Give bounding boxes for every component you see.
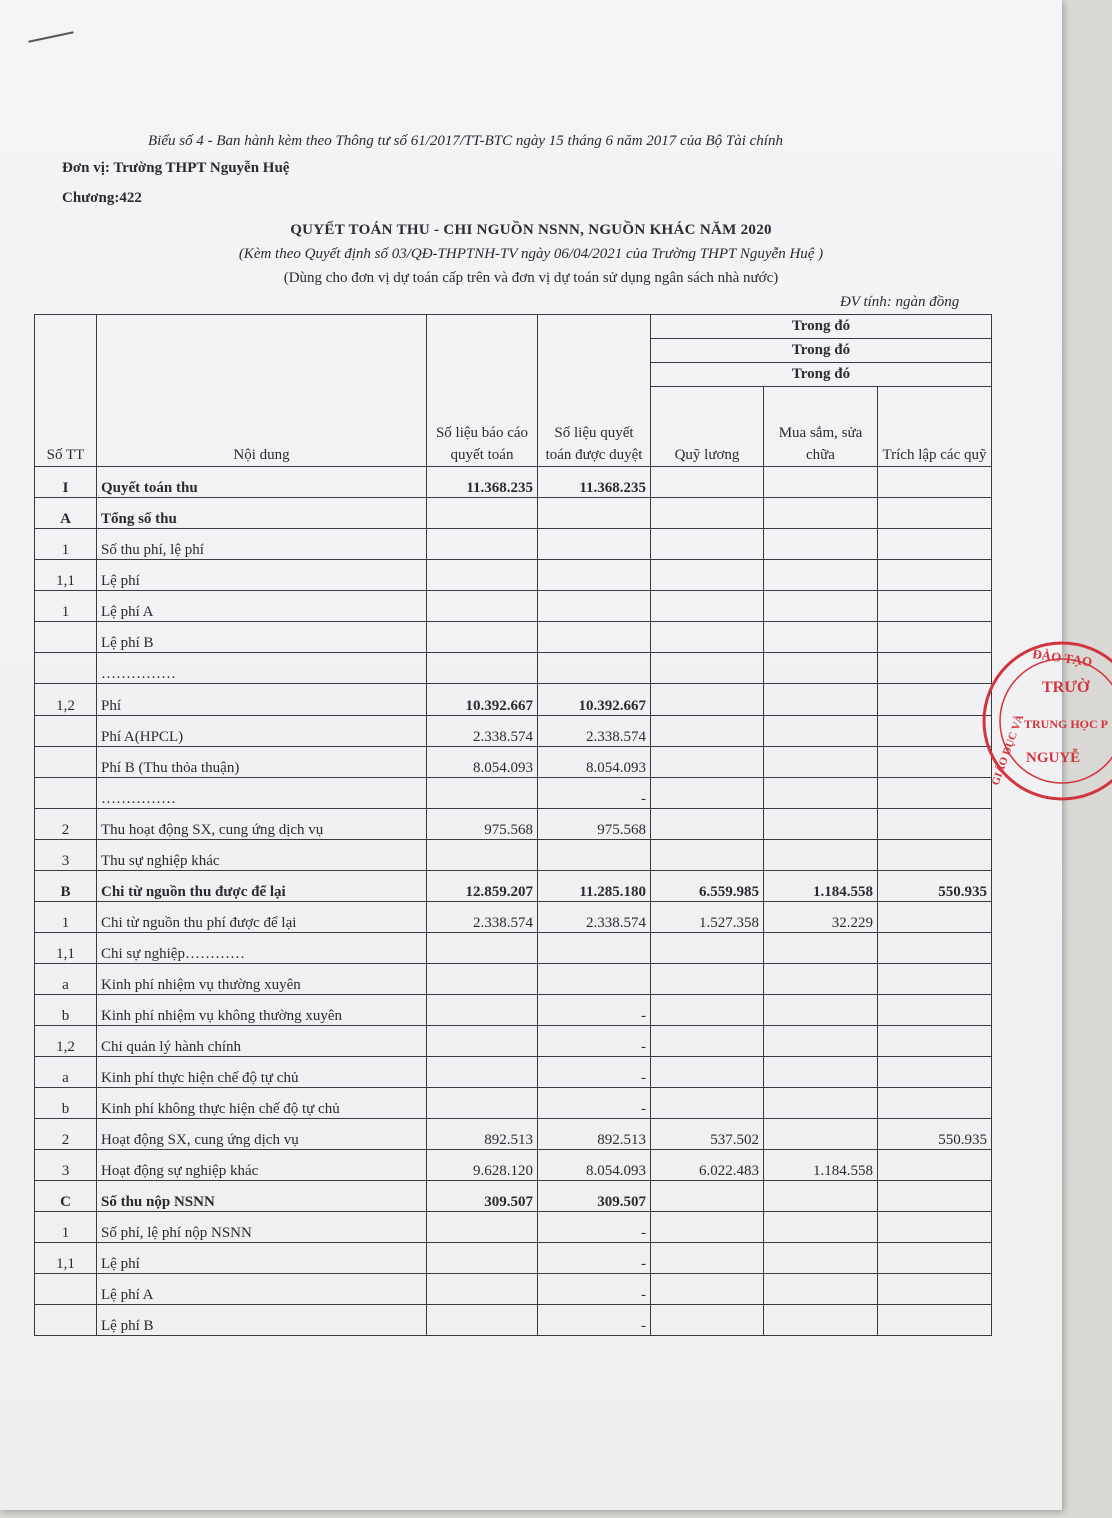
table-row bbox=[35, 1026, 992, 1057]
table-row bbox=[35, 747, 992, 778]
row-approved: 10.392.667 bbox=[538, 684, 651, 716]
row-funds bbox=[878, 684, 992, 716]
row-funds: 550.935 bbox=[878, 1119, 992, 1150]
row-content: Kinh phí nhiệm vụ không thường xuyên bbox=[97, 995, 427, 1026]
row-purchase: 1.184.558 bbox=[764, 871, 878, 902]
row-reported bbox=[427, 622, 538, 653]
row-stt: 3 bbox=[35, 840, 97, 871]
row-purchase bbox=[764, 840, 878, 871]
row-purchase bbox=[764, 1088, 878, 1119]
header-row-1 bbox=[35, 315, 992, 339]
row-stt bbox=[35, 716, 97, 747]
row-reported: 2.338.574 bbox=[427, 902, 538, 933]
row-funds bbox=[878, 622, 992, 653]
header-trong-do-1: Trong đó bbox=[651, 315, 992, 339]
chapter-code: Chương:422 bbox=[62, 190, 142, 206]
row-approved: - bbox=[538, 1274, 651, 1305]
table-row bbox=[35, 964, 992, 995]
header-content: Nội dung bbox=[97, 315, 427, 467]
row-purchase: 32.229 bbox=[764, 902, 878, 933]
table-row bbox=[35, 467, 992, 498]
table-row bbox=[35, 1150, 992, 1181]
row-funds bbox=[878, 1274, 992, 1305]
row-content: Lệ phí A bbox=[97, 1274, 427, 1305]
row-salary bbox=[651, 1243, 764, 1274]
table-row bbox=[35, 684, 992, 716]
row-purchase bbox=[764, 498, 878, 529]
row-approved: - bbox=[538, 1057, 651, 1088]
row-content: Chi sự nghiệp………… bbox=[97, 933, 427, 964]
row-stt: C bbox=[35, 1181, 97, 1212]
currency-unit: ĐV tính: ngàn đồng bbox=[840, 294, 960, 310]
header-salary: Quỹ lương bbox=[651, 387, 764, 467]
row-content: Quyết toán thu bbox=[97, 467, 427, 498]
row-stt bbox=[35, 1305, 97, 1336]
red-seal-stamp bbox=[982, 636, 1112, 806]
row-content: Hoạt động SX, cung ứng dịch vụ bbox=[97, 1119, 427, 1150]
row-funds bbox=[878, 653, 992, 684]
row-content: Kinh phí thực hiện chế độ tự chủ bbox=[97, 1057, 427, 1088]
row-content: …………… bbox=[97, 778, 427, 809]
table-row bbox=[35, 1305, 992, 1336]
row-stt: 1,1 bbox=[35, 1243, 97, 1274]
row-approved: 11.285.180 bbox=[538, 871, 651, 902]
row-purchase bbox=[764, 1243, 878, 1274]
row-approved: 2.338.574 bbox=[538, 902, 651, 933]
header-reported: Số liệu báo cáo quyết toán bbox=[427, 315, 538, 467]
table-row bbox=[35, 778, 992, 809]
row-funds bbox=[878, 1088, 992, 1119]
row-purchase bbox=[764, 1119, 878, 1150]
table-row bbox=[35, 591, 992, 622]
stamp-text-side: GIÁO DỤC VÀ bbox=[989, 713, 1027, 788]
row-stt: I bbox=[35, 467, 97, 498]
row-stt: B bbox=[35, 871, 97, 902]
table-row bbox=[35, 1088, 992, 1119]
row-funds: 550.935 bbox=[878, 871, 992, 902]
row-reported: 309.507 bbox=[427, 1181, 538, 1212]
row-approved: - bbox=[538, 1026, 651, 1057]
row-reported bbox=[427, 1274, 538, 1305]
row-stt bbox=[35, 1274, 97, 1305]
row-salary: 6.559.985 bbox=[651, 871, 764, 902]
row-salary bbox=[651, 560, 764, 591]
row-salary bbox=[651, 840, 764, 871]
row-purchase bbox=[764, 560, 878, 591]
row-salary bbox=[651, 498, 764, 529]
row-approved: - bbox=[538, 1212, 651, 1243]
row-purchase bbox=[764, 591, 878, 622]
row-reported: 9.628.120 bbox=[427, 1150, 538, 1181]
row-reported bbox=[427, 1305, 538, 1336]
row-approved: 975.568 bbox=[538, 809, 651, 840]
row-reported bbox=[427, 778, 538, 809]
row-purchase bbox=[764, 933, 878, 964]
row-reported bbox=[427, 1088, 538, 1119]
row-reported bbox=[427, 995, 538, 1026]
row-reported bbox=[427, 1212, 538, 1243]
row-purchase bbox=[764, 653, 878, 684]
row-content: …………… bbox=[97, 653, 427, 684]
table-row bbox=[35, 716, 992, 747]
document-title: QUYẾT TOÁN THU - CHI NGUỒN NSNN, NGUỒN KHÁC NĂM 2020 bbox=[290, 222, 772, 238]
table-row bbox=[35, 902, 992, 933]
table-row bbox=[35, 653, 992, 684]
row-funds bbox=[878, 591, 992, 622]
row-reported bbox=[427, 1243, 538, 1274]
row-funds bbox=[878, 1181, 992, 1212]
usage-note: (Dùng cho đơn vị dự toán cấp trên và đơn vị dự toán sử dụng ngân sách nhà nước) bbox=[283, 270, 779, 286]
row-reported: 12.859.207 bbox=[427, 871, 538, 902]
row-stt: a bbox=[35, 964, 97, 995]
row-stt: 1 bbox=[35, 902, 97, 933]
row-reported: 8.054.093 bbox=[427, 747, 538, 778]
row-approved: - bbox=[538, 778, 651, 809]
row-purchase bbox=[764, 467, 878, 498]
row-content: Hoạt động sự nghiệp khác bbox=[97, 1150, 427, 1181]
header-trong-do-3: Trong đó bbox=[651, 363, 992, 387]
row-approved bbox=[538, 498, 651, 529]
row-salary bbox=[651, 1057, 764, 1088]
row-content: Phí B (Thu thỏa thuận) bbox=[97, 747, 427, 778]
row-stt: 1 bbox=[35, 529, 97, 560]
row-reported: 892.513 bbox=[427, 1119, 538, 1150]
header-funds: Trích lập các quỹ bbox=[878, 387, 992, 467]
table-row bbox=[35, 529, 992, 560]
row-reported: 11.368.235 bbox=[427, 467, 538, 498]
row-purchase bbox=[764, 1212, 878, 1243]
row-approved bbox=[538, 840, 651, 871]
row-purchase bbox=[764, 684, 878, 716]
table-row bbox=[35, 1212, 992, 1243]
legal-reference: Biểu số 4 - Ban hành kèm theo Thông tư số 61/2017/TT-BTC ngày 15 tháng 6 năm 2017 của Bộ Tài chính bbox=[148, 133, 783, 149]
row-stt: 3 bbox=[35, 1150, 97, 1181]
header-approved: Số liệu quyết toán được duyệt bbox=[538, 315, 651, 467]
row-purchase bbox=[764, 964, 878, 995]
row-content: Số thu phí, lệ phí bbox=[97, 529, 427, 560]
row-stt: 1,1 bbox=[35, 560, 97, 591]
row-content: Số thu nộp NSNN bbox=[97, 1181, 427, 1212]
row-content: Kinh phí không thực hiện chế độ tự chủ bbox=[97, 1088, 427, 1119]
row-reported: 975.568 bbox=[427, 809, 538, 840]
row-funds bbox=[878, 1212, 992, 1243]
row-content: Lệ phí B bbox=[97, 622, 427, 653]
row-funds bbox=[878, 560, 992, 591]
row-approved: 8.054.093 bbox=[538, 747, 651, 778]
table-row bbox=[35, 560, 992, 591]
row-content: Lệ phí bbox=[97, 1243, 427, 1274]
row-funds bbox=[878, 529, 992, 560]
row-salary bbox=[651, 1274, 764, 1305]
stamp-text-mid1: TRƯỜ bbox=[1042, 679, 1090, 696]
row-salary bbox=[651, 778, 764, 809]
row-purchase bbox=[764, 995, 878, 1026]
row-funds bbox=[878, 498, 992, 529]
row-funds bbox=[878, 778, 992, 809]
row-salary: 1.527.358 bbox=[651, 902, 764, 933]
header-trong-do-2: Trong đó bbox=[651, 339, 992, 363]
header-stt: Số TT bbox=[35, 315, 97, 467]
row-funds bbox=[878, 1305, 992, 1336]
row-salary bbox=[651, 653, 764, 684]
row-approved bbox=[538, 653, 651, 684]
row-approved: - bbox=[538, 995, 651, 1026]
unit-name: Đơn vị: Trường THPT Nguyễn Huệ bbox=[62, 160, 290, 176]
row-approved: 11.368.235 bbox=[538, 467, 651, 498]
row-approved bbox=[538, 529, 651, 560]
row-reported bbox=[427, 529, 538, 560]
row-funds bbox=[878, 964, 992, 995]
row-stt bbox=[35, 622, 97, 653]
row-salary bbox=[651, 1305, 764, 1336]
table-row bbox=[35, 1243, 992, 1274]
row-salary bbox=[651, 964, 764, 995]
row-funds bbox=[878, 1026, 992, 1057]
row-content: Chi từ nguồn thu phí được để lại bbox=[97, 902, 427, 933]
row-stt: 1 bbox=[35, 1212, 97, 1243]
row-stt: 1,1 bbox=[35, 933, 97, 964]
row-reported: 2.338.574 bbox=[427, 716, 538, 747]
row-salary bbox=[651, 1181, 764, 1212]
row-funds bbox=[878, 1057, 992, 1088]
row-salary bbox=[651, 747, 764, 778]
row-stt bbox=[35, 653, 97, 684]
row-approved: 2.338.574 bbox=[538, 716, 651, 747]
row-salary bbox=[651, 716, 764, 747]
row-salary bbox=[651, 467, 764, 498]
row-stt: A bbox=[35, 498, 97, 529]
row-stt bbox=[35, 778, 97, 809]
row-funds bbox=[878, 1150, 992, 1181]
row-reported bbox=[427, 1057, 538, 1088]
row-purchase bbox=[764, 529, 878, 560]
row-purchase bbox=[764, 1026, 878, 1057]
row-salary bbox=[651, 995, 764, 1026]
row-funds bbox=[878, 902, 992, 933]
row-approved bbox=[538, 933, 651, 964]
pen-mark bbox=[28, 31, 73, 43]
row-stt: 2 bbox=[35, 1119, 97, 1150]
row-reported bbox=[427, 964, 538, 995]
table-row bbox=[35, 1274, 992, 1305]
row-salary: 6.022.483 bbox=[651, 1150, 764, 1181]
row-reported bbox=[427, 840, 538, 871]
row-reported bbox=[427, 933, 538, 964]
row-approved: - bbox=[538, 1243, 651, 1274]
row-funds bbox=[878, 995, 992, 1026]
row-purchase bbox=[764, 1181, 878, 1212]
row-reported bbox=[427, 560, 538, 591]
table-row bbox=[35, 809, 992, 840]
row-funds bbox=[878, 716, 992, 747]
row-approved: - bbox=[538, 1088, 651, 1119]
row-stt: 1,2 bbox=[35, 1026, 97, 1057]
row-content: Thu hoạt động SX, cung ứng dịch vụ bbox=[97, 809, 427, 840]
row-stt: 2 bbox=[35, 809, 97, 840]
row-purchase bbox=[764, 778, 878, 809]
row-funds bbox=[878, 840, 992, 871]
table-row bbox=[35, 622, 992, 653]
row-approved: - bbox=[538, 1305, 651, 1336]
row-salary bbox=[651, 1212, 764, 1243]
table-row bbox=[35, 995, 992, 1026]
row-stt: 1 bbox=[35, 591, 97, 622]
table-row bbox=[35, 1119, 992, 1150]
row-funds bbox=[878, 1243, 992, 1274]
table-row bbox=[35, 871, 992, 902]
row-stt: b bbox=[35, 995, 97, 1026]
row-purchase bbox=[764, 716, 878, 747]
row-purchase bbox=[764, 1305, 878, 1336]
row-salary bbox=[651, 1088, 764, 1119]
table-row bbox=[35, 498, 992, 529]
stamp-text-top: ĐÀO TẠO bbox=[1031, 646, 1094, 670]
row-salary bbox=[651, 684, 764, 716]
row-content: Lệ phí B bbox=[97, 1305, 427, 1336]
row-content: Phí bbox=[97, 684, 427, 716]
row-stt: 1,2 bbox=[35, 684, 97, 716]
settlement-table bbox=[34, 314, 992, 1336]
row-purchase bbox=[764, 1057, 878, 1088]
row-purchase: 1.184.558 bbox=[764, 1150, 878, 1181]
row-content: Thu sự nghiệp khác bbox=[97, 840, 427, 871]
row-purchase bbox=[764, 747, 878, 778]
stamp-text-mid3: NGUYỄ bbox=[1026, 750, 1081, 766]
row-approved bbox=[538, 622, 651, 653]
row-funds bbox=[878, 747, 992, 778]
row-content: Lệ phí A bbox=[97, 591, 427, 622]
table-row bbox=[35, 840, 992, 871]
row-approved bbox=[538, 560, 651, 591]
row-content: Số phí, lệ phí nộp NSNN bbox=[97, 1212, 427, 1243]
row-stt: b bbox=[35, 1088, 97, 1119]
row-approved: 8.054.093 bbox=[538, 1150, 651, 1181]
row-purchase bbox=[764, 809, 878, 840]
table-row bbox=[35, 1057, 992, 1088]
row-salary bbox=[651, 591, 764, 622]
table-row bbox=[35, 1181, 992, 1212]
row-salary: 537.502 bbox=[651, 1119, 764, 1150]
row-purchase bbox=[764, 1274, 878, 1305]
decision-reference: (Kèm theo Quyết định số 03/QĐ-THPTNH-TV ngày 06/04/2021 của Trường THPT Nguyễn Huệ ) bbox=[238, 246, 824, 262]
row-content: Tổng số thu bbox=[97, 498, 427, 529]
row-reported: 10.392.667 bbox=[427, 684, 538, 716]
row-content: Kinh phí nhiệm vụ thường xuyên bbox=[97, 964, 427, 995]
row-approved bbox=[538, 591, 651, 622]
row-approved: 892.513 bbox=[538, 1119, 651, 1150]
row-approved bbox=[538, 964, 651, 995]
header-purchase: Mua sắm, sửa chữa bbox=[764, 387, 878, 467]
row-reported bbox=[427, 591, 538, 622]
row-reported bbox=[427, 498, 538, 529]
row-stt: a bbox=[35, 1057, 97, 1088]
row-content: Chi quản lý hành chính bbox=[97, 1026, 427, 1057]
row-content: Chi từ nguồn thu được để lại bbox=[97, 871, 427, 902]
row-funds bbox=[878, 809, 992, 840]
row-approved: 309.507 bbox=[538, 1181, 651, 1212]
row-reported bbox=[427, 1026, 538, 1057]
stamp-text-mid2: TRUNG HỌC P bbox=[1024, 717, 1108, 731]
row-salary bbox=[651, 622, 764, 653]
row-purchase bbox=[764, 622, 878, 653]
row-salary bbox=[651, 933, 764, 964]
table-row bbox=[35, 933, 992, 964]
row-salary bbox=[651, 1026, 764, 1057]
row-funds bbox=[878, 933, 992, 964]
row-content: Lệ phí bbox=[97, 560, 427, 591]
row-salary bbox=[651, 529, 764, 560]
row-stt bbox=[35, 747, 97, 778]
row-funds bbox=[878, 467, 992, 498]
row-reported bbox=[427, 653, 538, 684]
row-content: Phí A(HPCL) bbox=[97, 716, 427, 747]
row-salary bbox=[651, 809, 764, 840]
